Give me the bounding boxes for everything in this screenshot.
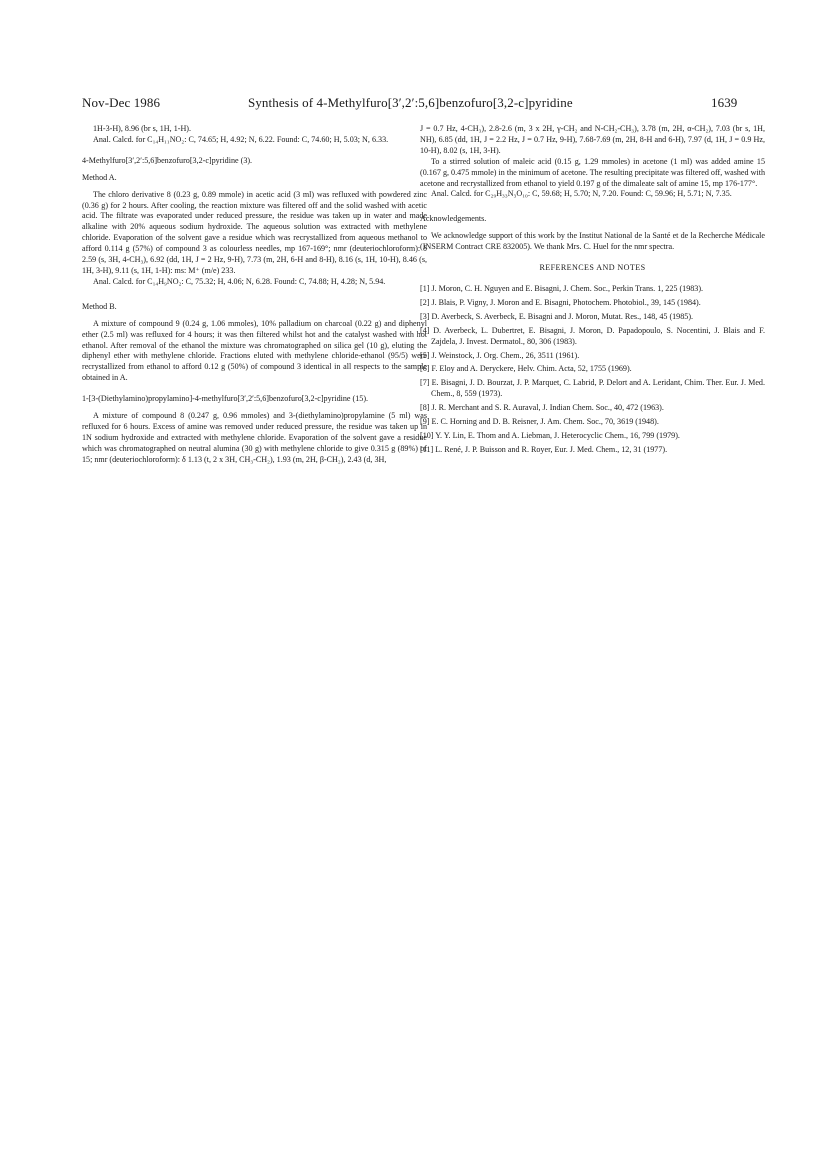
acknowledgements-text: We acknowledge support of this work by the Institut National de la Santé et de la Recherche Médicale (INSERM Contract CRE 832005). We thank Mrs. C. Huel for the nmr spectra. [420,231,765,252]
reference-item: [8] J. R. Merchant and S. R. Auraval, J. Indian Chem. Soc., 40, 472 (1963). [420,403,664,413]
reference-item: [5] J. Weinstock, J. Org. Chem., 26, 3511 (1961). [420,350,580,360]
synthesis-paragraph: A mixture of compound 8 (0.247 g, 0.96 mmoles) and 3-(diethylamino)propylamine (5 ml) was refluxed for 6 hours. Excess of amine was removed under reduced pressure, the residue was taken up in 1N sodium hydroxide and extracted with methylene chloride. Evaporation of the solvent gave a residue which was chromatographed on neutral alumina (30 g) with methylene chloride to give 0.315 g (89%) of 15; nmr (deuteriochloroform): δ 1.13 (t, 2 x 3H, CH₃-CH₂), 1.93 (m, 2H, β-CH₂), 2.43 (d, 3H, [82,411,427,464]
references-heading: REFERENCES AND NOTES [539,263,646,273]
method-b-paragraph: A mixture of compound 9 (0.24 g, 1.06 mmoles), 10% palladium on charcoal (0.22 g) and diphenyl ether (2.5 ml) was refluxed for 4 hours; it was then filtered whilst hot and the catalyst washed with hot ethanol. After removal of the ethanol the mixture was chromatographed on silica gel (10 g), eluting the diphenyl ether with methylene chloride. Fractions eluted with methylene chloride-ethanol (95/5) were recrystallized from ethanol to afford 0.12 g (50%) of compound 3 identical in all respects to the sample obtained in A. [82,318,427,383]
reference-item: [2] J. Blais, P. Vigny, J. Moron and E. Bisagni, Photochem. Photobiol., 39, 145 (1984). [420,297,701,307]
analysis-paragraph: Anal. Calcd. for C₁₄H₁₁NO₂: C, 74.65; H, 4.92; N, 6.22. Found: C, 74.60; H, 5.03; N, 6.33. [93,134,389,144]
reference-item: [11] L. René, J. P. Buisson and R. Royer, Eur. J. Med. Chem., 12, 31 (1977). [420,444,668,454]
acknowledgements-heading: Acknowledgements. [420,214,487,224]
running-header-left: Nov-Dec 1986 [82,95,161,110]
nmr-continuation: J = 0.7 Hz, 4-CH₃), 2.8-2.6 (m, 3 x 2H, γ-CH₂ and N-CH₂-CH₃), 3.78 (m, 2H, α-CH₂), 7.03 (br s, 1H, NH), 6.85 (dd, 1H, J = 2.2 Hz, J = 0.7 Hz, 9-H), 7.68-7.69 (m, 2H, 8-H and 6-H), 7.97 (d, 1H, J = 0.9 Hz, 10-H), 8.02 (s, 1H, 3-H). [420,124,765,155]
compound-heading: 1-[3-(Diethylamino)propylamino]-4-methylfuro[3′,2′:5,6]benzofuro[3,2-c]pyridine (15). [82,394,369,404]
reference-item: [3] D. Averbeck, S. Averbeck, E. Bisagni and J. Moron, Mutat. Res., 148, 45 (1985). [420,311,694,321]
page-number: 1639 [711,95,738,110]
reference-list [420,284,765,456]
method-heading: Method B. [82,301,117,311]
salt-paragraph: To a stirred solution of maleic acid (0.15 g, 1.29 mmoles) in acetone (1 ml) was added amine 15 (0.167 g, 0.475 mmole) in the minimum of acetone. The resulting precipitate was filtered off, washed with acetone and recrystallized from ethanol to yield 0.197 g of the dimaleate salt of amine 15, mp 176-177°. [420,156,765,188]
reference-item: [6] F. Eloy and A. Deryckere, Helv. Chim. Acta, 52, 1755 (1969). [420,364,632,374]
reference-item: [7] E. Bisagni, J. D. Bourzat, J. P. Marquet, C. Labrid, P. Delort and A. Leridant, Chim. Ther. Eur. J. Med. Chem., 8, 559 (1973). [420,378,765,399]
reference-item: [9] E. C. Horning and D. B. Reisner, J. Am. Chem. Soc., 70, 3619 (1948). [420,417,659,427]
analysis-paragraph: Anal. Calcd. for C₁₄H₉NO₂: C, 75.32; H, 4.06; N, 6.28. Found: C, 74.88; H, 4.28; N, 5.94. [93,276,386,286]
analysis-paragraph: Anal. Calcd. for C₂₉H₃₃N₃O₁₀: C, 59.68; H, 5.70; N, 7.20. Found: C, 59.96; H, 5.71; N, 7.35. [431,189,732,199]
nmr-continuation: 1H-3-H), 8.96 (br s, 1H, 1-H). [93,124,192,133]
left-column [82,124,427,466]
method-heading: Method A. [82,172,117,182]
method-a-paragraph: The chloro derivative 8 (0.23 g, 0.89 mmole) in acetic acid (3 ml) was refluxed with powdered zinc (0.36 g) for 2 hours. After cooling, the reaction mixture was filtered off and the solid washed with acetic acid. The filtrate was evaporated under reduced pressure, the residue was taken up in water and made alkaline with 20% aqueous sodium hydroxide. The aqueous solution was extracted with methylene chloride. Evaporation of the solvent gave a residue which was recrystallized from aqueous methanol to afford 0.114 g (57%) of compound 3 as colourless needles, mp 167-169°; nmr (deuteriochloroform): δ 2.59 (s, 3H, 4-CH₃), 6.92 (dd, 1H, J = 2 Hz, 9-H), 7.73 (m, 2H, 6-H and 8-H), 8.16 (s, 1H, 10-H), 8.46 (s, 1H, 3-H), 9.11 (s, 1H, 1-H): ms: M⁺ (m/e) 233. [82,189,427,275]
reference-item: [10] Y. Y. Lin, E. Thom and A. Liebman, J. Heterocyclic Chem., 16, 799 (1979). [420,430,680,440]
right-column [420,124,765,459]
compound-heading: 4-Methylfuro[3′,2′:5,6]benzofuro[3,2-c]pyridine (3). [82,155,253,165]
running-header-title: Synthesis of 4-Methylfuro[3′,2′:5,6]benzofuro[3,2-c]pyridine [248,95,573,110]
reference-item: [4] D. Averbeck, L. Dubertret, E. Bisagni, J. Moron, D. Papadopoulo, S. Nocentini, J. Blais and F. Zajdela, J. Invest. Dermatol., 80, 306 (1983). [420,325,765,346]
reference-item: [1] J. Moron, C. H. Nguyen and E. Bisagni, J. Chem. Soc., Perkin Trans. 1, 225 (1983). [420,283,704,293]
